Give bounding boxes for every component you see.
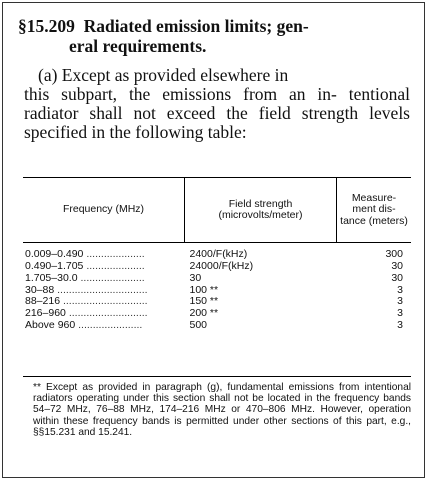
cell-distance: 300 <box>385 248 403 261</box>
section-title-line1: Radiated emission limits; gen- <box>83 16 309 36</box>
section-title-line2: eral requirements. <box>69 36 207 56</box>
footnote-text: ** Except as provided in paragraph (g), fundamental emissions from intentional radiators operating under this section shall not be located in the frequency bands 54–72 MHz, 76–88 MHz, 174–216 MHz or 470–806 MHz. However, operation within these frequency bands is permitted under other sections of this part, e.g., §§15.231 and 15.241. <box>33 382 411 438</box>
cell-distance: 30 <box>391 271 403 284</box>
section-heading <box>18 16 410 56</box>
table-header-row <box>23 178 411 243</box>
cell-frequency: 30–88 ............................... <box>25 283 148 296</box>
cell-frequency: 88–216 ............................. <box>25 295 148 308</box>
cell-frequency: 1.705–30.0 ...................... <box>25 271 145 284</box>
cell-distance: 3 <box>397 295 403 308</box>
cell-frequency: 0.009–0.490 .................... <box>25 248 145 261</box>
paragraph-a-rest: this subpart, the emissions from an in- tentional radiator shall not exceed the field strength levels specified in the following table: <box>24 84 410 142</box>
paragraph-a-line1: (a) Except as provided elsewhere in <box>38 65 289 85</box>
table-footnote <box>23 376 411 438</box>
cell-frequency: 0.490–1.705 .................... <box>25 259 145 272</box>
cell-distance: 3 <box>397 283 403 296</box>
paragraph-a <box>24 66 410 142</box>
cell-field-strength: 500 <box>189 318 208 331</box>
header-frequency: Frequency (MHz) <box>23 178 185 243</box>
cell-field-strength: 2400/F(kHz) <box>189 248 248 261</box>
header-distance: Measure- ment dis- tance (meters) <box>337 178 412 243</box>
table-row <box>23 243 411 261</box>
cell-field-strength: 30 <box>189 271 202 284</box>
cell-field-strength: 200 ** <box>189 307 219 320</box>
cell-distance: 3 <box>397 318 403 331</box>
header-field-strength: Field strength (microvolts/meter) <box>185 178 337 243</box>
section-number: §15.209 <box>18 16 75 36</box>
cell-field-strength: 150 ** <box>189 295 219 308</box>
cell-frequency: 216–960 ........................... <box>25 307 148 320</box>
cell-field-strength: 100 ** <box>189 283 219 296</box>
cell-distance: 30 <box>391 259 403 272</box>
cell-field-strength: 24000/F(kHz) <box>189 259 254 272</box>
table-row <box>23 320 411 332</box>
emission-limits-table <box>23 177 411 332</box>
cell-frequency: Above 960 ...................... <box>25 318 143 331</box>
cell-distance: 3 <box>397 307 403 320</box>
